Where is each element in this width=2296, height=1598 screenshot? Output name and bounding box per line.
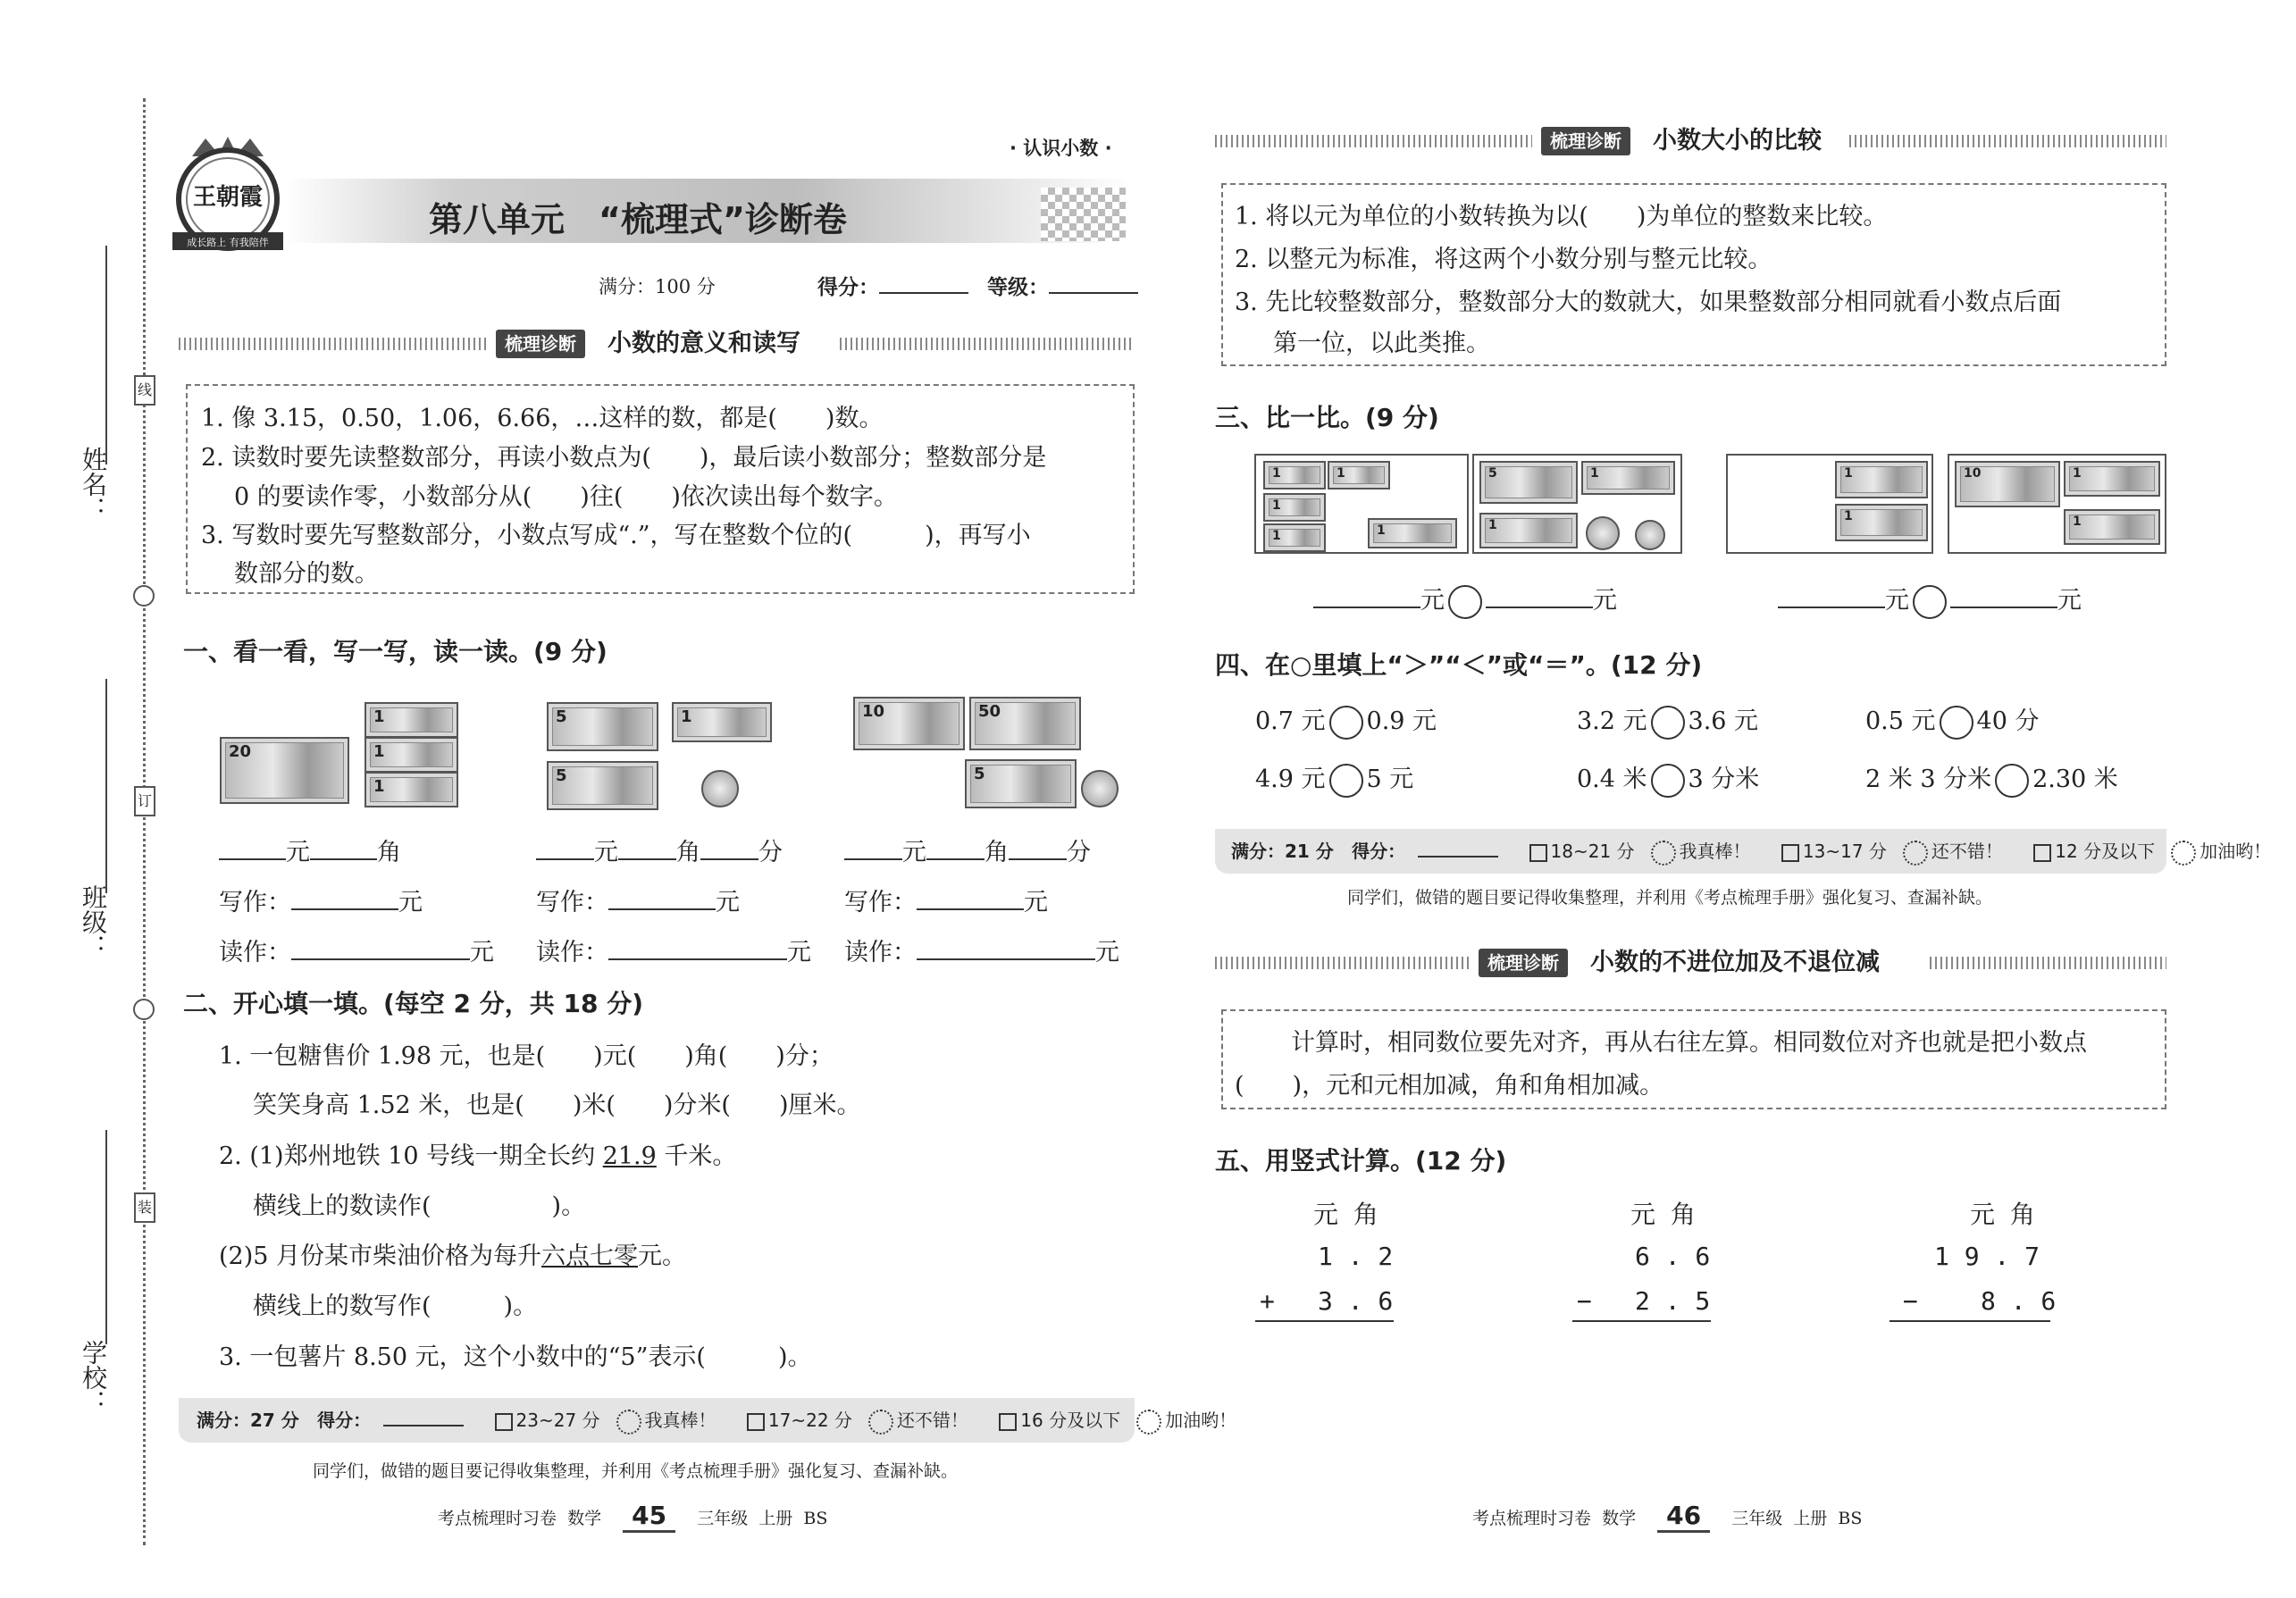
write-as: 写作： 元 [844,889,1048,916]
banknote-image: 1 [365,737,458,773]
section-title: 小数大小的比较 [1653,127,1822,155]
compare-circle[interactable] [1651,764,1685,798]
score-bar: 满分：27 分 得分： 23~27 分 我真棒！ 17~22 分 还不错！ 16 分及以下 加油哟！ [179,1398,1135,1443]
calc-header: 元 角 [1313,1200,1378,1229]
binding-hole [133,585,155,607]
calc-rule [1255,1320,1394,1322]
checkbox[interactable] [747,1413,765,1431]
calc-rule [1572,1320,1711,1322]
section-header-add-sub [1215,945,2166,981]
school-label: 学校： [79,1340,108,1415]
section-header-meaning [179,326,1135,362]
brand-logo [165,130,290,255]
section-title: 小数的意义和读写 [608,330,800,357]
level-field[interactable] [1049,271,1138,294]
answer-yuan-jiao-fen: 元 角 分 [844,832,1091,867]
page-number: 46 [1657,1501,1710,1533]
compare-circle[interactable] [1651,706,1685,740]
banknote-image: 10 [853,697,965,750]
checkbox[interactable] [999,1413,1017,1431]
cheer-icon [2171,841,2196,866]
calc-operator: − [1577,1286,1592,1316]
school-rule [105,1130,107,1344]
unit-tag: · 认识小数 · [1010,138,1112,159]
compare-circle[interactable] [1329,706,1363,740]
calc-operand: 2 . 5 [1635,1286,1711,1316]
coin-image [1081,770,1119,807]
money-panel: 10 1 1 [1948,454,2166,554]
compare-item: 2 米 3 分米 2.30 米 [1865,759,2118,798]
blank-field[interactable] [608,937,787,960]
blank-field[interactable] [844,837,902,860]
summary-line: 第一位，以此类推。 [1273,330,1490,357]
reminder-note: 同学们，做错的题目要记得收集整理，并利用《考点梳理手册》强化复习、查漏补缺。 [313,1461,959,1481]
compare-item: 0.4 米 3 分米 [1577,759,1759,798]
full-score: 满分：100 分 [599,276,716,297]
compare-row: 元 元 [1778,581,2082,619]
compare-circle[interactable] [1940,706,1973,740]
blank-field[interactable] [291,887,398,910]
q2-line: 1. 一包糖售价 1.98 元，也是( )元( )角( )分； [219,1042,834,1070]
smile-icon [868,1410,893,1435]
page-title: 第八单元 “梳理式”诊断卷 [429,200,847,239]
class-rule [105,679,107,893]
summary-line: 2. 以整元为标准，将这两个小数分别与整元比较。 [1235,246,1772,273]
name-label: 姓名： [79,447,108,522]
blank-field[interactable] [1950,585,2057,608]
question-5-heading: 五、用竖式计算。(12 分) [1215,1146,1507,1175]
blank-field[interactable] [291,937,470,960]
q2-line: (2)5 月份某市柴油价格为每升六点七零元。 [219,1242,687,1270]
banknote-image: 5 [547,702,658,751]
money-panel: 5 1 1 [1472,454,1682,554]
page-footer: 考点梳理时习卷 数学 45 三年级 上册 BS [438,1501,827,1533]
blank-field[interactable] [219,837,286,860]
calc-operand: 3 . 6 [1318,1286,1394,1316]
smile-icon [1903,841,1928,866]
calc-header: 元 角 [1630,1200,1696,1229]
checker-decoration [1041,188,1126,241]
read-as: 读作： 元 [844,939,1119,966]
binding-hole [133,999,155,1020]
class-label: 班级： [79,884,108,959]
summary-line: 2. 读数时要先读整数部分，再读小数点为( )，最后读小数部分；整数部分是 [201,444,1047,472]
banknote-image: 1 [672,702,772,742]
q2-line: 2. (1)郑州地铁 10 号线一期全长约 21.9 千米。 [219,1142,737,1170]
section-title: 小数的不进位加及不退位减 [1590,949,1880,976]
checkbox[interactable] [1781,844,1799,862]
answer-yuan-jiao-fen: 元 角 分 [536,832,783,867]
score-bar: 满分：21 分 得分： 18~21 分 我真棒！ 13~17 分 还不错！ 12 分及以下 加油哟！ [1215,829,2166,874]
binding-char-1: 线 [134,375,155,406]
banknote-image: 1 [365,772,458,807]
summary-line: ( )，元和元相加减，角和角相加减。 [1235,1072,1664,1100]
blank-field[interactable] [618,837,676,860]
banknote-image: 5 [965,759,1077,808]
svg-text:王朝霞: 王朝霞 [192,184,264,211]
question-1-heading: 一、看一看，写一写，读一读。(9 分) [183,637,608,666]
reminder-note: 同学们，做错的题目要记得收集整理，并利用《考点梳理手册》强化复习、查漏补缺。 [1347,888,1993,908]
smile-icon [1651,841,1676,866]
banknote-image: 1 [365,702,458,738]
binding-char-2: 订 [134,786,155,816]
write-as: 写作： 元 [219,889,423,916]
summary-line: 数部分的数。 [234,560,379,588]
q2-line: 横线上的数读作( )。 [253,1192,586,1220]
question-4-heading: 四、在○里填上“＞”“＜”或“＝”。(12 分) [1215,650,1703,680]
smile-icon [616,1410,641,1435]
compare-circle[interactable] [1448,585,1482,619]
compare-item: 0.5 元 40 分 [1865,701,2039,740]
calc-operator: + [1260,1286,1275,1316]
summary-line: 1. 像 3.15，0.50，1.06，6.66，…这样的数，都是( )数。 [201,405,884,432]
blank-field[interactable] [1313,585,1420,608]
blank-field[interactable] [536,837,594,860]
page-number: 45 [623,1501,675,1533]
blank-field[interactable] [700,837,758,860]
summary-line: 计算时，相同数位要先对齐，再从右往左算。相同数位对齐也就是把小数点 [1291,1029,2087,1057]
section-header-compare [1215,123,2166,159]
compare-item: 3.2 元 3.6 元 [1577,701,1758,740]
calc-header: 元 角 [1970,1200,2035,1229]
checkbox[interactable] [1529,844,1547,862]
calc-operand: 1 9 . 7 [1934,1242,2040,1271]
question-2-heading: 二、开心填一填。(每空 2 分，共 18 分) [183,989,644,1018]
score-field[interactable] [1418,840,1498,858]
checkbox[interactable] [495,1413,513,1431]
section-tag: 梳理诊断 [1479,949,1568,977]
summary-line: 3. 先比较整数部分，整数部分大的数就大，如果整数部分相同就看小数点后面 [1235,289,2062,316]
read-as: 读作： 元 [219,939,494,966]
calc-operand: 1 . 2 [1318,1242,1394,1271]
calc-rule [1890,1320,2050,1322]
blank-field[interactable] [1009,837,1067,860]
blank-field[interactable] [917,887,1024,910]
banknote-image: 50 [969,697,1081,750]
q2-line: 笑笑身高 1.52 米，也是( )米( )分米( )厘米。 [253,1092,861,1119]
calc-operator: − [1903,1286,1918,1316]
compare-circle[interactable] [1329,764,1363,798]
checkbox[interactable] [2033,844,2051,862]
q2-line: 3. 一包薯片 8.50 元，这个小数中的“5”表示( )。 [219,1343,812,1371]
money-panel: 1 1 [1726,454,1933,554]
q2-line: 横线上的数写作( )。 [253,1293,538,1320]
blank-field[interactable] [1486,585,1593,608]
binding-dotted-line [143,98,146,1545]
answer-yuan-jiao: 元 角 [219,832,401,867]
cheer-icon [1136,1410,1161,1435]
summary-line: 0 的要读作零，小数部分从( )往( )依次读出每个数字。 [234,483,898,511]
calc-operand: 6 . 6 [1635,1242,1711,1271]
blank-field[interactable] [608,887,716,910]
compare-row: 元 元 [1313,581,1617,619]
calc-operand: 8 . 6 [1981,1286,2057,1316]
score-field[interactable] [879,271,968,294]
compare-circle[interactable] [1995,764,2029,798]
blank-field[interactable] [917,937,1095,960]
compare-item: 0.7 元 0.9 元 [1255,701,1437,740]
question-3-heading: 三、比一比。(9 分) [1215,403,1439,432]
score-label: 得分： [817,271,968,300]
page-footer: 考点梳理时习卷 数学 46 三年级 上册 BS [1472,1501,1862,1533]
read-as: 读作： 元 [536,939,811,966]
coin-image [701,770,739,807]
section-tag: 梳理诊断 [1541,127,1630,155]
compare-item: 4.9 元 5 元 [1255,759,1413,798]
blank-field[interactable] [926,837,985,860]
banknote-image: 20 [220,737,349,804]
binding-char-3: 装 [134,1192,155,1223]
write-as: 写作： 元 [536,889,740,916]
name-rule [105,246,107,464]
money-panel: 1 1 1 1 1 [1254,454,1469,554]
svg-text:成长路上 有我陪伴: 成长路上 有我陪伴 [187,237,269,248]
blank-field[interactable] [1778,585,1885,608]
section-tag: 梳理诊断 [496,330,585,358]
banknote-image: 5 [547,761,658,810]
blank-field[interactable] [310,837,377,860]
summary-line: 1. 将以元为单位的小数转换为以( )为单位的整数来比较。 [1235,203,1888,230]
level-label: 等级： [987,271,1138,300]
compare-circle[interactable] [1913,585,1947,619]
score-field[interactable] [383,1409,464,1426]
summary-line: 3. 写数时要先写整数部分，小数点写成“.”，写在整数个位的( )，再写小 [201,522,1031,549]
